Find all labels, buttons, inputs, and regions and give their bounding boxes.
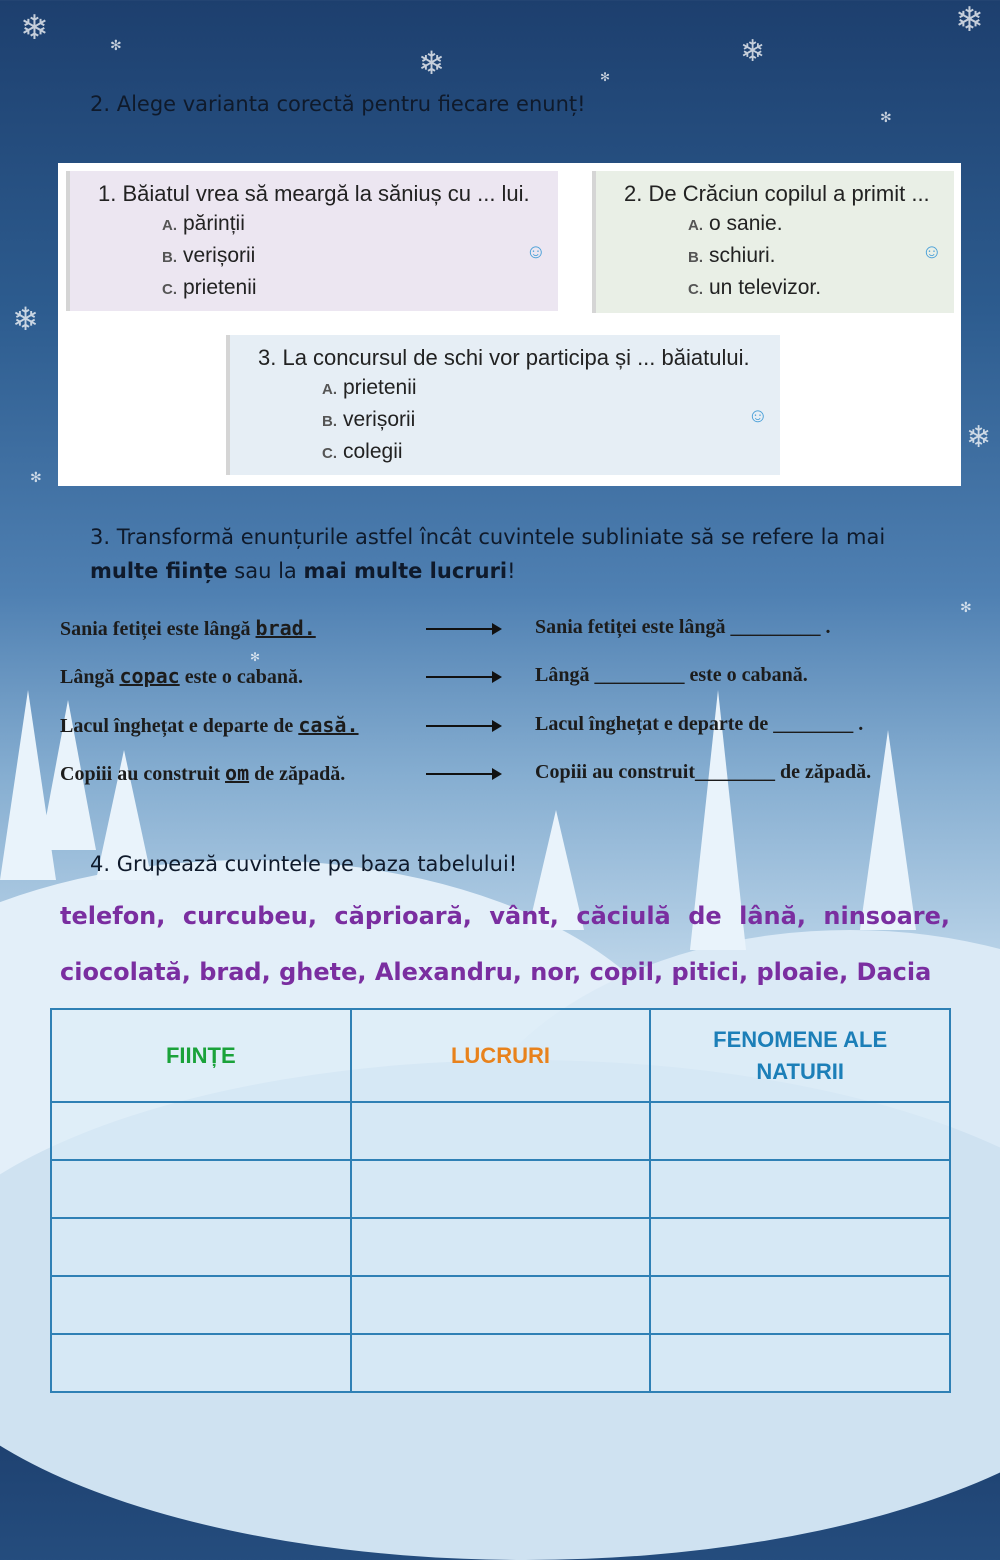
- table-row: [51, 1334, 950, 1392]
- snowflake-icon: ❄: [966, 420, 992, 455]
- underlined-word: brad.: [255, 616, 316, 640]
- table-cell[interactable]: [650, 1102, 950, 1160]
- table-cell[interactable]: [51, 1334, 351, 1392]
- target-sentence[interactable]: Lângă _________ este o cabană.: [535, 664, 808, 686]
- question-card: [66, 171, 558, 311]
- answer-option-a[interactable]: A. părinții: [162, 212, 245, 235]
- section-4-title: 4. Grupează cuvintele pe baza tabelului!: [90, 852, 518, 876]
- question-card: [592, 171, 954, 313]
- table-cell[interactable]: [351, 1160, 651, 1218]
- source-sentence: Copiii au construit om de zăpadă.: [60, 761, 346, 785]
- word-list-line-2: ciocolată, brad, ghete, Alexandru, nor, copil, pitici, ploaie, Dacia: [60, 958, 932, 986]
- question-card: [226, 335, 780, 475]
- quiz-panel: [58, 163, 961, 486]
- answer-option-c[interactable]: C. prietenii: [162, 276, 257, 299]
- header-fenomene: FENOMENE ALE NATURII: [650, 1009, 950, 1102]
- target-sentence[interactable]: Sania fetiței este lângă _________ .: [535, 616, 831, 638]
- section-2-title: 2. Alege varianta corectă pentru fiecare enunț!: [90, 92, 586, 116]
- arrow-right-icon: [426, 628, 500, 630]
- table-row: [51, 1102, 950, 1160]
- source-sentence: Sania fetiței este lângă brad.: [60, 616, 316, 640]
- snowflake-icon: ❄: [955, 0, 984, 40]
- table-cell[interactable]: [650, 1276, 950, 1334]
- target-sentence[interactable]: Copiii au construit________ de zăpadă.: [535, 761, 872, 783]
- table-cell[interactable]: [650, 1334, 950, 1392]
- snowflake-icon: ✻: [30, 470, 42, 486]
- table-cell[interactable]: [351, 1218, 651, 1276]
- snowflake-icon: ❄: [20, 8, 49, 48]
- word-list-line-1: telefon, curcubeu, căprioară, vânt, căciulă de lână, ninsoare,: [60, 902, 950, 930]
- table-cell[interactable]: [351, 1334, 651, 1392]
- snowflake-icon: ❄: [740, 34, 766, 69]
- table-cell[interactable]: [650, 1160, 950, 1218]
- table-row: [51, 1276, 950, 1334]
- question-text: 2. De Crăciun copilul a primit ...: [624, 181, 930, 206]
- underlined-word: casă.: [298, 713, 359, 737]
- smiley-icon[interactable]: ☺: [747, 405, 768, 427]
- answer-option-c[interactable]: C. un televizor.: [688, 276, 822, 299]
- answer-option-c[interactable]: C. colegii: [322, 440, 403, 463]
- question-text: 1. Băiatul vrea să meargă la săniuș cu ... lui.: [98, 181, 530, 206]
- answer-option-b[interactable]: B. schiuri.: [688, 244, 776, 267]
- section-3-title: 3. Transformă enunțurile astfel încât cuvintele subliniate să se refere la mai multe ființe sau la mai multe lucruri!: [90, 525, 886, 583]
- table-row: [51, 1160, 950, 1218]
- table-cell[interactable]: [351, 1276, 651, 1334]
- question-text: 3. La concursul de schi vor participa și ... băiatului.: [258, 345, 750, 370]
- source-sentence: Lângă copac este o cabană.: [60, 664, 304, 688]
- arrow-right-icon: [426, 676, 500, 678]
- arrow-right-icon: [426, 773, 500, 775]
- arrow-right-icon: [426, 725, 500, 727]
- target-sentence[interactable]: Lacul înghețat e departe de ________ .: [535, 713, 864, 735]
- table-row: [51, 1218, 950, 1276]
- smiley-icon[interactable]: ☺: [921, 241, 942, 263]
- answer-option-a[interactable]: A. o sanie.: [688, 212, 783, 235]
- answer-option-b[interactable]: B. verișorii: [162, 244, 256, 267]
- answer-option-a[interactable]: A. prietenii: [322, 376, 417, 399]
- header-lucruri: LUCRURI: [351, 1009, 651, 1102]
- answer-option-b[interactable]: B. verișorii: [322, 408, 416, 431]
- snowflake-icon: ✻: [250, 650, 261, 664]
- table-cell[interactable]: [51, 1102, 351, 1160]
- table-cell[interactable]: [51, 1160, 351, 1218]
- smiley-icon[interactable]: ☺: [525, 241, 546, 263]
- grouping-table: [50, 1008, 951, 1393]
- table-cell[interactable]: [351, 1102, 651, 1160]
- table-cell[interactable]: [51, 1276, 351, 1334]
- table-header-row: [51, 1009, 950, 1102]
- snowflake-icon: ✻: [880, 110, 892, 126]
- snowflake-icon: ✻: [600, 70, 611, 84]
- underlined-word: copac: [119, 664, 180, 688]
- snowflake-icon: ✻: [960, 600, 972, 616]
- table-cell[interactable]: [650, 1218, 950, 1276]
- snowflake-icon: ✻: [110, 38, 122, 54]
- snowflake-icon: ❄: [12, 300, 39, 338]
- snowflake-icon: ❄: [418, 44, 445, 82]
- table-cell[interactable]: [51, 1218, 351, 1276]
- header-fiinte: FIINȚE: [51, 1009, 351, 1102]
- source-sentence: Lacul înghețat e departe de casă.: [60, 713, 359, 737]
- underlined-word: om: [225, 761, 250, 785]
